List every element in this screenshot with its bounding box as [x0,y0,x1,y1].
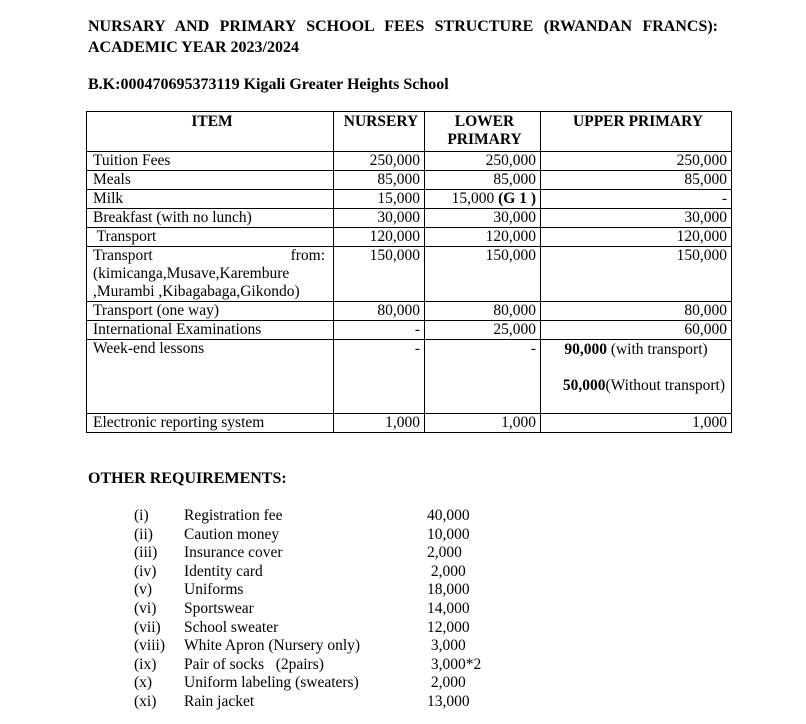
item-detail: (kimicanga,Musave,Karembure ,Murambi ,Kibagabaga,Gikondo) [93,265,300,300]
table-row [87,190,732,209]
table-row [87,152,732,171]
item-amount: 2,000 [427,544,462,562]
lower-cell: 250,000 [425,152,541,171]
table-row [87,302,732,321]
item-number: (iv) [134,562,157,580]
table-row [87,414,732,433]
upper-cell: 150,000 [541,247,732,302]
upper-cell: - [541,190,732,209]
item-amount: 2,000 [427,674,466,692]
lower-cell [425,190,541,209]
item-amount: 18,000 [427,581,470,599]
item-cell: Transport [87,228,334,247]
item-suffix: from: [290,247,325,264]
table-row [87,321,732,340]
upper-cell: 60,000 [541,321,732,340]
item-label: White Apron (Nursery only) [184,637,361,655]
table-row [87,209,732,228]
nursery-cell: 1,000 [334,414,425,433]
header-upper-primary: UPPER PRIMARY [541,112,732,152]
upper-cell: 30,000 [541,209,732,228]
item-number: (vii) [134,618,161,636]
upper-cell: 85,000 [541,171,732,190]
nursery-cell: 120,000 [334,228,425,247]
nursery-cell: 150,000 [334,247,425,302]
lower-cell: - [425,340,541,414]
item-amount: 14,000 [427,599,470,617]
nursery-cell: 30,000 [334,209,425,228]
lower-cell: 80,000 [425,302,541,321]
lower-cell: 1,000 [425,414,541,433]
item-label: Sportswear [184,599,254,617]
item-number: (iii) [134,544,158,562]
item-number: (ix) [134,655,157,673]
nursery-cell: 250,000 [334,152,425,171]
item-number: (ii) [134,525,153,543]
item-label: Rain jacket [184,692,255,710]
weekend-with-transport-note: (with transport) [606,341,708,358]
item-label: Registration fee [184,507,283,524]
item-amount: 12,000 [427,618,470,636]
item-cell: International Examinations [87,321,334,340]
header-nursery: NURSERY [334,112,425,152]
lower-cell: 150,000 [425,247,541,302]
bank-account-line: B.K:000470695373119 Kigali Greater Heights School [88,76,449,93]
item-cell: Breakfast (with no lunch) [87,209,334,228]
table-row [87,228,732,247]
upper-cell: 1,000 [541,414,732,433]
lower-cell: 85,000 [425,171,541,190]
item-number: (viii) [134,637,165,655]
item-amount: 10,000 [427,525,470,543]
item-number: (x) [134,674,153,692]
item-cell: Tuition Fees [87,152,334,171]
table-row [87,171,732,190]
lower-amount: 15,000 [451,190,495,207]
nursery-cell: - [334,340,425,414]
nursery-cell: 80,000 [334,302,425,321]
item-number: (xi) [134,692,157,710]
item-cell: Electronic reporting system [87,414,334,433]
nursery-cell: - [334,321,425,340]
item-label: Uniform labeling (sweaters) [184,674,359,692]
grade-note: (G 1 ) [498,190,536,207]
item-cell: Meals [87,171,334,190]
item-label: Caution money [184,525,280,543]
weekend-without-transport-amount: 50,000 [562,377,606,394]
lower-cell: 120,000 [425,228,541,247]
item-amount: 3,000 [427,637,466,655]
item-cell: Transport (one way) [87,302,334,321]
item-cell [87,247,334,302]
fees-table [86,111,732,433]
upper-cell: 250,000 [541,152,732,171]
item-number: (i) [134,507,149,524]
item-label: School sweater [184,618,279,636]
item-label: Identity card [184,562,263,580]
upper-cell: 120,000 [541,228,732,247]
item-number: (v) [134,581,153,599]
item-label: Uniforms [184,581,244,599]
table-header-row [87,112,732,152]
item-label: Transport [93,247,153,264]
item-amount: 40,000 [427,507,470,524]
table-row [87,247,732,302]
weekend-with-transport-amount: 90,000 [564,341,607,358]
item-cell: Milk [87,190,334,209]
nursery-cell: 85,000 [334,171,425,190]
academic-year: ACADEMIC YEAR 2023/2024 [88,39,299,56]
other-requirements-heading: OTHER REQUIREMENTS: [88,470,287,487]
item-amount: 13,000 [427,692,470,710]
lower-cell: 30,000 [425,209,541,228]
item-cell: Week-end lessons [87,340,334,414]
upper-cell [541,340,732,414]
item-amount: 2,000 [427,562,466,580]
lower-cell: 25,000 [425,321,541,340]
header-item: ITEM [87,112,334,152]
item-label: Pair of socks (2pairs) [184,655,324,673]
table-row [87,340,732,414]
document-title: NURSARY AND PRIMARY SCHOOL FEES STRUCTURE (RWANDAN FRANCS): [88,18,718,35]
weekend-without-transport-note: (Without transport) [605,377,725,394]
item-amount: 3,000*2 [427,655,482,673]
header-lower-primary: LOWER PRIMARY [425,112,541,152]
upper-cell: 80,000 [541,302,732,321]
item-number: (vi) [134,599,157,617]
item-label: Insurance cover [184,544,283,562]
nursery-cell: 15,000 [334,190,425,209]
